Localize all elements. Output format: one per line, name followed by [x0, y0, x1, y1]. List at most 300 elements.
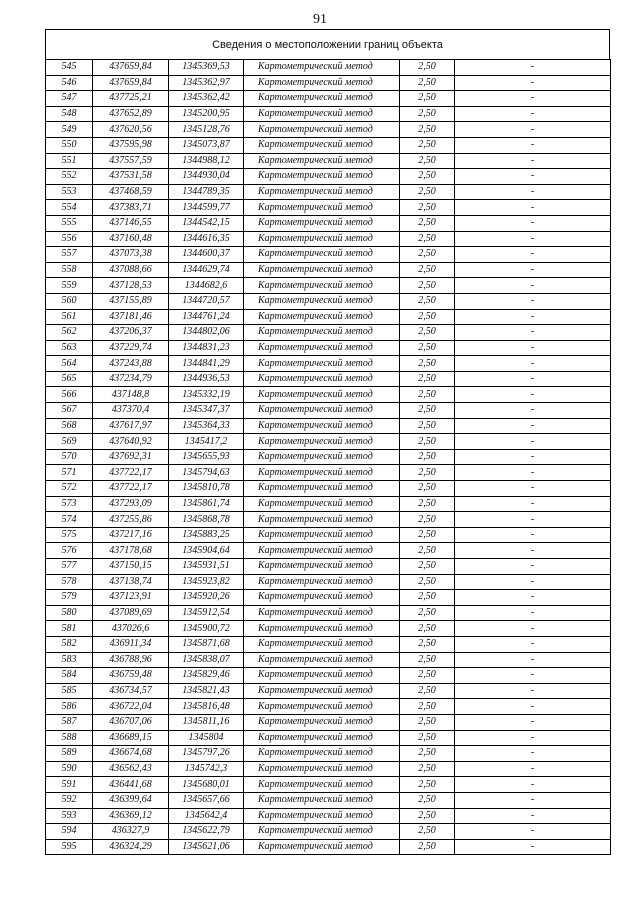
point-number-cell: 560: [46, 293, 93, 309]
method-cell: Картометрический метод: [244, 636, 400, 652]
y-coordinate-cell: 1344831,23: [169, 340, 244, 356]
point-number-cell: 593: [46, 808, 93, 824]
accuracy-cell: 2,50: [400, 730, 455, 746]
x-coordinate-cell: 436327,9: [93, 824, 169, 840]
description-cell: -: [455, 106, 611, 122]
accuracy-cell: 2,50: [400, 449, 455, 465]
x-coordinate-cell: 437026,6: [93, 621, 169, 637]
table-row: [46, 590, 611, 606]
table-row: [46, 137, 611, 153]
accuracy-cell: 2,50: [400, 91, 455, 107]
point-number-cell: 587: [46, 714, 93, 730]
x-coordinate-cell: 437234,79: [93, 371, 169, 387]
method-cell: Картометрический метод: [244, 527, 400, 543]
method-cell: Картометрический метод: [244, 699, 400, 715]
table-row: [46, 605, 611, 621]
description-cell: -: [455, 60, 611, 76]
description-cell: -: [455, 699, 611, 715]
point-number-cell: 581: [46, 621, 93, 637]
accuracy-cell: 2,50: [400, 309, 455, 325]
method-cell: Картометрический метод: [244, 215, 400, 231]
y-coordinate-cell: 1344629,74: [169, 262, 244, 278]
accuracy-cell: 2,50: [400, 824, 455, 840]
point-number-cell: 571: [46, 465, 93, 481]
method-cell: Картометрический метод: [244, 808, 400, 824]
x-coordinate-cell: 436562,43: [93, 761, 169, 777]
y-coordinate-cell: 1345923,82: [169, 574, 244, 590]
method-cell: Картометрический метод: [244, 449, 400, 465]
table-row: [46, 824, 611, 840]
description-cell: -: [455, 184, 611, 200]
table-row: [46, 808, 611, 824]
description-cell: -: [455, 434, 611, 450]
x-coordinate-cell: 437243,88: [93, 356, 169, 372]
description-cell: -: [455, 574, 611, 590]
method-cell: Картометрический метод: [244, 730, 400, 746]
accuracy-cell: 2,50: [400, 262, 455, 278]
accuracy-cell: 2,50: [400, 434, 455, 450]
table-row: [46, 387, 611, 403]
description-cell: -: [455, 169, 611, 185]
method-cell: Картометрический метод: [244, 122, 400, 138]
accuracy-cell: 2,50: [400, 418, 455, 434]
x-coordinate-cell: 437620,56: [93, 122, 169, 138]
table-row: [46, 153, 611, 169]
accuracy-cell: 2,50: [400, 106, 455, 122]
table-row: [46, 75, 611, 91]
point-number-cell: 569: [46, 434, 93, 450]
description-cell: -: [455, 231, 611, 247]
accuracy-cell: 2,50: [400, 496, 455, 512]
x-coordinate-cell: 436911,34: [93, 636, 169, 652]
point-number-cell: 572: [46, 481, 93, 497]
y-coordinate-cell: 1345871,68: [169, 636, 244, 652]
x-coordinate-cell: 437138,74: [93, 574, 169, 590]
y-coordinate-cell: 1345128,76: [169, 122, 244, 138]
x-coordinate-cell: 436689,15: [93, 730, 169, 746]
point-number-cell: 549: [46, 122, 93, 138]
description-cell: -: [455, 714, 611, 730]
x-coordinate-cell: 437160,48: [93, 231, 169, 247]
description-cell: -: [455, 668, 611, 684]
x-coordinate-cell: 437692,31: [93, 449, 169, 465]
table-row: [46, 652, 611, 668]
method-cell: Картометрический метод: [244, 200, 400, 216]
description-cell: -: [455, 122, 611, 138]
x-coordinate-cell: 437150,15: [93, 559, 169, 575]
x-coordinate-cell: 437146,55: [93, 215, 169, 231]
x-coordinate-cell: 436722,04: [93, 699, 169, 715]
accuracy-cell: 2,50: [400, 169, 455, 185]
point-number-cell: 575: [46, 527, 93, 543]
method-cell: Картометрический метод: [244, 574, 400, 590]
y-coordinate-cell: 1345883,25: [169, 527, 244, 543]
point-number-cell: 547: [46, 91, 93, 107]
table-row: [46, 309, 611, 325]
y-coordinate-cell: 1345804: [169, 730, 244, 746]
table-row: [46, 621, 611, 637]
point-number-cell: 558: [46, 262, 93, 278]
description-cell: -: [455, 418, 611, 434]
accuracy-cell: 2,50: [400, 371, 455, 387]
method-cell: Картометрический метод: [244, 792, 400, 808]
table-row: [46, 761, 611, 777]
table-row: [46, 574, 611, 590]
accuracy-cell: 2,50: [400, 512, 455, 528]
accuracy-cell: 2,50: [400, 621, 455, 637]
y-coordinate-cell: 1345364,33: [169, 418, 244, 434]
point-number-cell: 555: [46, 215, 93, 231]
point-number-cell: 590: [46, 761, 93, 777]
y-coordinate-cell: 1345332,19: [169, 387, 244, 403]
point-number-cell: 566: [46, 387, 93, 403]
accuracy-cell: 2,50: [400, 184, 455, 200]
table-row: [46, 278, 611, 294]
method-cell: Картометрический метод: [244, 293, 400, 309]
description-cell: -: [455, 792, 611, 808]
method-cell: Картометрический метод: [244, 387, 400, 403]
table-row: [46, 527, 611, 543]
table-row: [46, 559, 611, 575]
y-coordinate-cell: 1345622,79: [169, 824, 244, 840]
y-coordinate-cell: 1344542,15: [169, 215, 244, 231]
description-cell: -: [455, 621, 611, 637]
method-cell: Картометрический метод: [244, 543, 400, 559]
table-row: [46, 122, 611, 138]
description-cell: -: [455, 91, 611, 107]
method-cell: Картометрический метод: [244, 340, 400, 356]
table-row: [46, 106, 611, 122]
method-cell: Картометрический метод: [244, 169, 400, 185]
point-number-cell: 578: [46, 574, 93, 590]
description-cell: -: [455, 200, 611, 216]
description-cell: -: [455, 746, 611, 762]
x-coordinate-cell: 437155,89: [93, 293, 169, 309]
description-cell: -: [455, 247, 611, 263]
table-row: [46, 777, 611, 793]
y-coordinate-cell: 1345655,93: [169, 449, 244, 465]
x-coordinate-cell: 437557,59: [93, 153, 169, 169]
point-number-cell: 592: [46, 792, 93, 808]
description-cell: -: [455, 777, 611, 793]
x-coordinate-cell: 437293,09: [93, 496, 169, 512]
y-coordinate-cell: 1345868,78: [169, 512, 244, 528]
point-number-cell: 565: [46, 371, 93, 387]
table-row: [46, 325, 611, 341]
point-number-cell: 586: [46, 699, 93, 715]
x-coordinate-cell: 436734,57: [93, 683, 169, 699]
method-cell: Картометрический метод: [244, 559, 400, 575]
method-cell: Картометрический метод: [244, 403, 400, 419]
description-cell: -: [455, 403, 611, 419]
y-coordinate-cell: 1345362,97: [169, 75, 244, 91]
method-cell: Картометрический метод: [244, 106, 400, 122]
accuracy-cell: 2,50: [400, 387, 455, 403]
table-row: [46, 262, 611, 278]
header-title: Сведения о местоположении границ объекта: [212, 38, 443, 51]
accuracy-cell: 2,50: [400, 465, 455, 481]
method-cell: Картометрический метод: [244, 75, 400, 91]
table-row: [46, 543, 611, 559]
y-coordinate-cell: 1344616,35: [169, 231, 244, 247]
table-row: [46, 293, 611, 309]
y-coordinate-cell: 1345742,3: [169, 761, 244, 777]
point-number-cell: 559: [46, 278, 93, 294]
accuracy-cell: 2,50: [400, 574, 455, 590]
x-coordinate-cell: 437722,17: [93, 465, 169, 481]
table-row: [46, 231, 611, 247]
point-number-cell: 588: [46, 730, 93, 746]
y-coordinate-cell: 1345680,01: [169, 777, 244, 793]
x-coordinate-cell: 437383,71: [93, 200, 169, 216]
point-number-cell: 546: [46, 75, 93, 91]
point-number-cell: 595: [46, 839, 93, 855]
x-coordinate-cell: 437181,46: [93, 309, 169, 325]
method-cell: Картометрический метод: [244, 761, 400, 777]
x-coordinate-cell: 436324,29: [93, 839, 169, 855]
y-coordinate-cell: 1345838,07: [169, 652, 244, 668]
method-cell: Картометрический метод: [244, 496, 400, 512]
table-row: [46, 91, 611, 107]
point-number-cell: 562: [46, 325, 93, 341]
y-coordinate-cell: 1344988,12: [169, 153, 244, 169]
method-cell: Картометрический метод: [244, 777, 400, 793]
point-number-cell: 589: [46, 746, 93, 762]
x-coordinate-cell: 437722,17: [93, 481, 169, 497]
table-row: [46, 184, 611, 200]
method-cell: Картометрический метод: [244, 714, 400, 730]
accuracy-cell: 2,50: [400, 247, 455, 263]
point-number-cell: 580: [46, 605, 93, 621]
method-cell: Картометрический метод: [244, 278, 400, 294]
description-cell: -: [455, 137, 611, 153]
point-number-cell: 548: [46, 106, 93, 122]
table-row: [46, 481, 611, 497]
table-row: [46, 496, 611, 512]
method-cell: Картометрический метод: [244, 481, 400, 497]
accuracy-cell: 2,50: [400, 60, 455, 76]
x-coordinate-cell: 437725,21: [93, 91, 169, 107]
x-coordinate-cell: 437640,92: [93, 434, 169, 450]
method-cell: Картометрический метод: [244, 262, 400, 278]
x-coordinate-cell: 436369,12: [93, 808, 169, 824]
x-coordinate-cell: 437531,58: [93, 169, 169, 185]
table-row: [46, 512, 611, 528]
y-coordinate-cell: 1345920,26: [169, 590, 244, 606]
y-coordinate-cell: 1345931,51: [169, 559, 244, 575]
point-number-cell: 553: [46, 184, 93, 200]
description-cell: -: [455, 262, 611, 278]
table-row: [46, 340, 611, 356]
accuracy-cell: 2,50: [400, 761, 455, 777]
y-coordinate-cell: 1345794,63: [169, 465, 244, 481]
description-cell: -: [455, 512, 611, 528]
x-coordinate-cell: 437595,98: [93, 137, 169, 153]
point-number-cell: 573: [46, 496, 93, 512]
method-cell: Картометрический метод: [244, 605, 400, 621]
method-cell: Картометрический метод: [244, 184, 400, 200]
accuracy-cell: 2,50: [400, 605, 455, 621]
description-cell: -: [455, 808, 611, 824]
method-cell: Картометрический метод: [244, 652, 400, 668]
table-row: [46, 746, 611, 762]
accuracy-cell: 2,50: [400, 652, 455, 668]
method-cell: Картометрический метод: [244, 590, 400, 606]
x-coordinate-cell: 437468,59: [93, 184, 169, 200]
method-cell: Картометрический метод: [244, 91, 400, 107]
y-coordinate-cell: 1344720,57: [169, 293, 244, 309]
accuracy-cell: 2,50: [400, 746, 455, 762]
point-number-cell: 564: [46, 356, 93, 372]
y-coordinate-cell: 1344936,53: [169, 371, 244, 387]
description-cell: -: [455, 527, 611, 543]
point-number-cell: 556: [46, 231, 93, 247]
point-number-cell: 582: [46, 636, 93, 652]
x-coordinate-cell: 436399,64: [93, 792, 169, 808]
point-number-cell: 551: [46, 153, 93, 169]
description-cell: -: [455, 465, 611, 481]
accuracy-cell: 2,50: [400, 153, 455, 169]
method-cell: Картометрический метод: [244, 309, 400, 325]
accuracy-cell: 2,50: [400, 75, 455, 91]
description-cell: -: [455, 481, 611, 497]
x-coordinate-cell: 437229,74: [93, 340, 169, 356]
y-coordinate-cell: 1344930,04: [169, 169, 244, 185]
method-cell: Картометрический метод: [244, 434, 400, 450]
description-cell: -: [455, 278, 611, 294]
description-cell: -: [455, 683, 611, 699]
table-row: [46, 169, 611, 185]
method-cell: Картометрический метод: [244, 371, 400, 387]
point-number-cell: 583: [46, 652, 93, 668]
point-number-cell: 552: [46, 169, 93, 185]
accuracy-cell: 2,50: [400, 699, 455, 715]
accuracy-cell: 2,50: [400, 356, 455, 372]
method-cell: Картометрический метод: [244, 325, 400, 341]
description-cell: -: [455, 340, 611, 356]
table-row: [46, 200, 611, 216]
accuracy-cell: 2,50: [400, 325, 455, 341]
table-row: [46, 403, 611, 419]
x-coordinate-cell: 437123,91: [93, 590, 169, 606]
description-cell: -: [455, 543, 611, 559]
accuracy-cell: 2,50: [400, 215, 455, 231]
description-cell: -: [455, 75, 611, 91]
y-coordinate-cell: 1345797,26: [169, 746, 244, 762]
x-coordinate-cell: 436441,68: [93, 777, 169, 793]
x-coordinate-cell: 437089,69: [93, 605, 169, 621]
y-coordinate-cell: 1345904,64: [169, 543, 244, 559]
method-cell: Картометрический метод: [244, 824, 400, 840]
description-cell: -: [455, 309, 611, 325]
point-number-cell: 576: [46, 543, 93, 559]
description-cell: -: [455, 356, 611, 372]
y-coordinate-cell: 1345657,66: [169, 792, 244, 808]
y-coordinate-cell: 1344682,6: [169, 278, 244, 294]
description-cell: -: [455, 824, 611, 840]
document-sheet: [45, 29, 610, 855]
method-cell: Картометрический метод: [244, 137, 400, 153]
description-cell: -: [455, 387, 611, 403]
accuracy-cell: 2,50: [400, 839, 455, 855]
table-row: [46, 465, 611, 481]
y-coordinate-cell: 1345821,43: [169, 683, 244, 699]
point-number-cell: 584: [46, 668, 93, 684]
table-row: [46, 683, 611, 699]
y-coordinate-cell: 1344841,29: [169, 356, 244, 372]
accuracy-cell: 2,50: [400, 668, 455, 684]
method-cell: Картометрический метод: [244, 512, 400, 528]
y-coordinate-cell: 1345811,16: [169, 714, 244, 730]
y-coordinate-cell: 1344599,77: [169, 200, 244, 216]
point-number-cell: 594: [46, 824, 93, 840]
y-coordinate-cell: 1345621,06: [169, 839, 244, 855]
accuracy-cell: 2,50: [400, 137, 455, 153]
table-row: [46, 60, 611, 76]
description-cell: -: [455, 325, 611, 341]
x-coordinate-cell: 437206,37: [93, 325, 169, 341]
accuracy-cell: 2,50: [400, 481, 455, 497]
point-number-cell: 563: [46, 340, 93, 356]
x-coordinate-cell: 437617,97: [93, 418, 169, 434]
accuracy-cell: 2,50: [400, 200, 455, 216]
description-cell: -: [455, 605, 611, 621]
y-coordinate-cell: 1345347,37: [169, 403, 244, 419]
x-coordinate-cell: 437659,84: [93, 60, 169, 76]
accuracy-cell: 2,50: [400, 231, 455, 247]
table-row: [46, 792, 611, 808]
y-coordinate-cell: 1344761,24: [169, 309, 244, 325]
x-coordinate-cell: 436788,96: [93, 652, 169, 668]
point-number-cell: 591: [46, 777, 93, 793]
point-number-cell: 574: [46, 512, 93, 528]
table-row: [46, 418, 611, 434]
description-cell: -: [455, 636, 611, 652]
accuracy-cell: 2,50: [400, 777, 455, 793]
table-row: [46, 371, 611, 387]
y-coordinate-cell: 1345200,95: [169, 106, 244, 122]
table-row: [46, 636, 611, 652]
point-number-cell: 577: [46, 559, 93, 575]
table-row: [46, 434, 611, 450]
y-coordinate-cell: 1345900,72: [169, 621, 244, 637]
table-row: [46, 699, 611, 715]
accuracy-cell: 2,50: [400, 527, 455, 543]
table-header: [45, 29, 610, 60]
y-coordinate-cell: 1345642,4: [169, 808, 244, 824]
table-row: [46, 839, 611, 855]
point-number-cell: 557: [46, 247, 93, 263]
point-number-cell: 579: [46, 590, 93, 606]
accuracy-cell: 2,50: [400, 636, 455, 652]
method-cell: Картометрический метод: [244, 668, 400, 684]
x-coordinate-cell: 437217,16: [93, 527, 169, 543]
y-coordinate-cell: 1345417,2: [169, 434, 244, 450]
y-coordinate-cell: 1344789,35: [169, 184, 244, 200]
accuracy-cell: 2,50: [400, 543, 455, 559]
table-row: [46, 449, 611, 465]
accuracy-cell: 2,50: [400, 559, 455, 575]
x-coordinate-cell: 437178,68: [93, 543, 169, 559]
x-coordinate-cell: 437088,66: [93, 262, 169, 278]
boundary-points-table: [45, 59, 611, 855]
x-coordinate-cell: 436759,48: [93, 668, 169, 684]
description-cell: -: [455, 590, 611, 606]
table-row: [46, 668, 611, 684]
method-cell: Картометрический метод: [244, 839, 400, 855]
x-coordinate-cell: 436674,68: [93, 746, 169, 762]
y-coordinate-cell: 1345816,48: [169, 699, 244, 715]
